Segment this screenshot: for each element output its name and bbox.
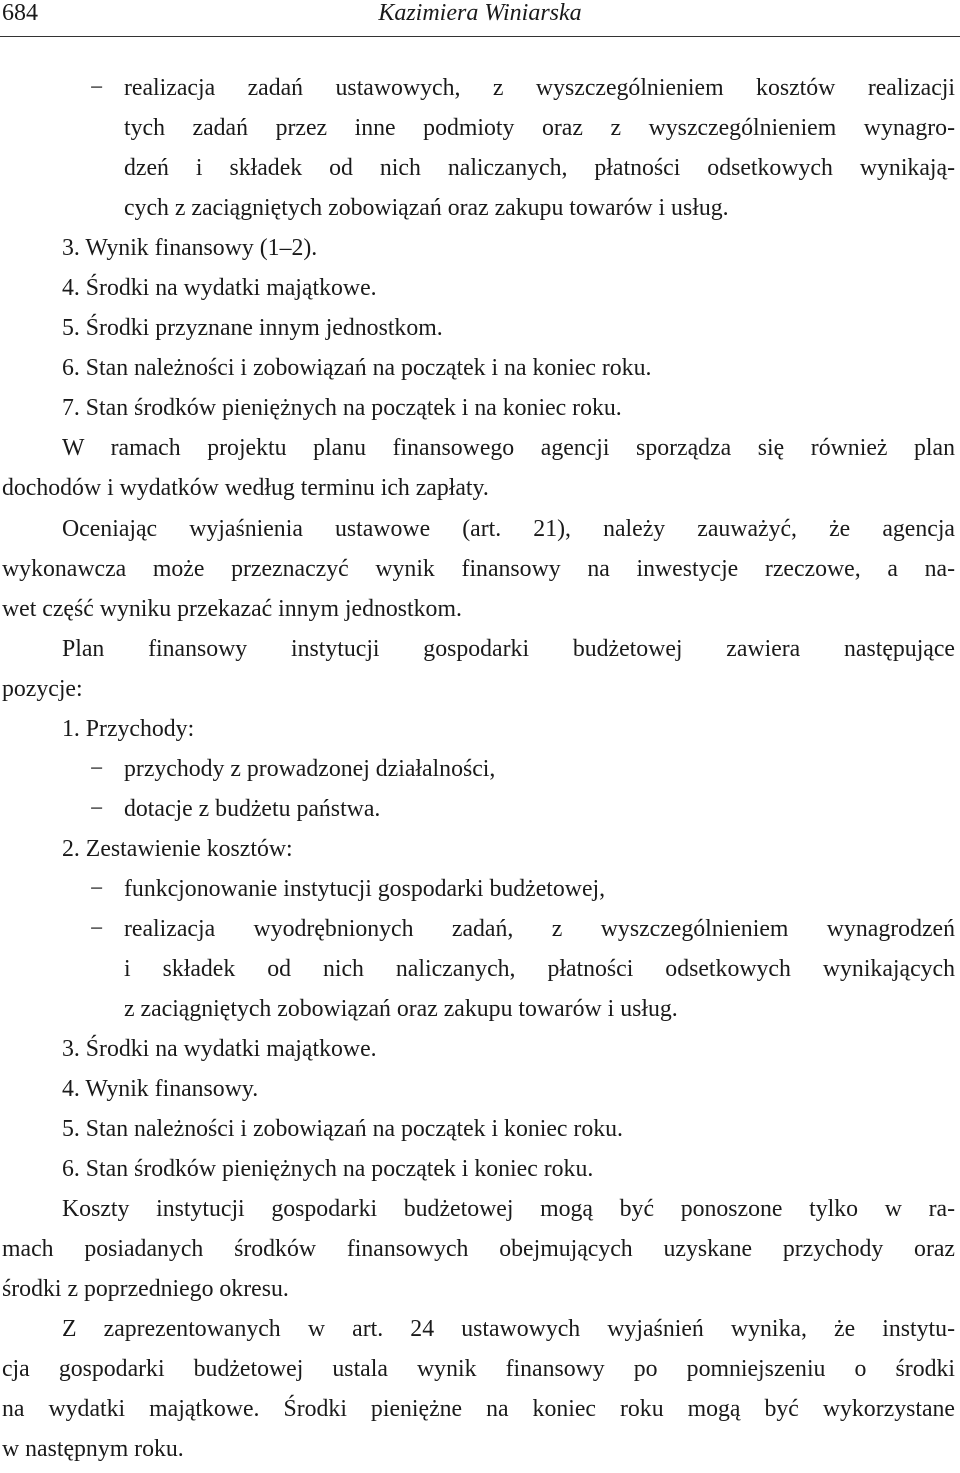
list-item: dotacje z budżetu państwa. [124,796,381,822]
paragraph-line: na wydatki majątkowe. Środki pieniężne na koniec roku mogą być wykorzystane [2,1396,955,1422]
paragraph-line: Plan finansowy instytucji gospodarki budżetowej zawiera następujące [62,636,955,662]
text-line: tych zadań przez inne podmioty oraz z wyszczególnieniem wynagro- [124,115,955,141]
text-line: dzeń i składek od nich naliczanych, płatności odsetkowych wynikają- [124,155,955,181]
page-number: 684 [2,0,38,26]
list-item: z zaciągniętych zobowiązań oraz zakupu towarów i usług. [124,996,678,1022]
paragraph-line: Z zaprezentowanych w art. 24 ustawowych wyjaśnień wynika, że instytu- [62,1316,955,1342]
numbered-item: 1. Przychody: [62,716,195,742]
list-item: przychody z prowadzonej działalności, [124,756,496,782]
numbered-item: 3. Środki na wydatki majątkowe. [62,1036,377,1062]
paragraph-line: W ramach projektu planu finansowego agencji sporządza się również plan [62,435,955,461]
text-line: cych z zaciągniętych zobowiązań oraz zakupu towarów i usług. [124,195,729,221]
numbered-item: 5. Stan należności i zobowiązań na początek i koniec roku. [62,1116,624,1142]
list-dash: − [90,916,104,942]
paragraph-line: środki z poprzedniego okresu. [2,1276,289,1302]
list-item: realizacja wyodrębnionych zadań, z wyszczególnieniem wynagrodzeń [124,916,955,942]
list-dash: − [90,876,104,902]
header-rule [0,36,960,37]
numbered-item: 5. Środki przyznane innym jednostkom. [62,315,443,341]
text-line: realizacja zadań ustawowych, z wyszczególnieniem kosztów realizacji [124,75,955,101]
list-dash: − [90,75,104,101]
list-dash: − [90,756,104,782]
page-header [0,0,960,36]
paragraph-line: dochodów i wydatków według terminu ich zapłaty. [2,475,489,501]
running-head: Kazimiera Winiarska [378,0,582,26]
numbered-item: 3. Wynik finansowy (1–2). [62,235,318,261]
paragraph-line: wet część wyniku przekazać innym jednostkom. [2,596,462,622]
list-dash: − [90,796,104,822]
paragraph-line: Koszty instytucji gospodarki budżetowej mogą być ponoszone tylko w ra- [62,1196,955,1222]
numbered-item: 7. Stan środków pieniężnych na początek i na koniec roku. [62,395,622,421]
paragraph-line: w następnym roku. [2,1436,184,1462]
numbered-item: 4. Wynik finansowy. [62,1076,259,1102]
list-item: i składek od nich naliczanych, płatności odsetkowych wynikających [124,956,955,982]
list-item: funkcjonowanie instytucji gospodarki budżetowej, [124,876,606,902]
paragraph-line: wykonawcza może przeznaczyć wynik finansowy na inwestycje rzeczowe, a na- [2,556,955,582]
numbered-item: 4. Środki na wydatki majątkowe. [62,275,377,301]
paragraph-line: cja gospodarki budżetowej ustala wynik finansowy po pomniejszeniu o środki [2,1356,955,1382]
numbered-item: 2. Zestawienie kosztów: [62,836,293,862]
paragraph-line: Oceniając wyjaśnienia ustawowe (art. 21), należy zauważyć, że agencja [62,516,955,542]
paragraph-line: mach posiadanych środków finansowych obejmujących uzyskane przychody oraz [2,1236,955,1262]
numbered-item: 6. Stan środków pieniężnych na początek i koniec roku. [62,1156,594,1182]
numbered-item: 6. Stan należności i zobowiązań na początek i na koniec roku. [62,355,652,381]
paragraph-line: pozycje: [2,676,83,702]
